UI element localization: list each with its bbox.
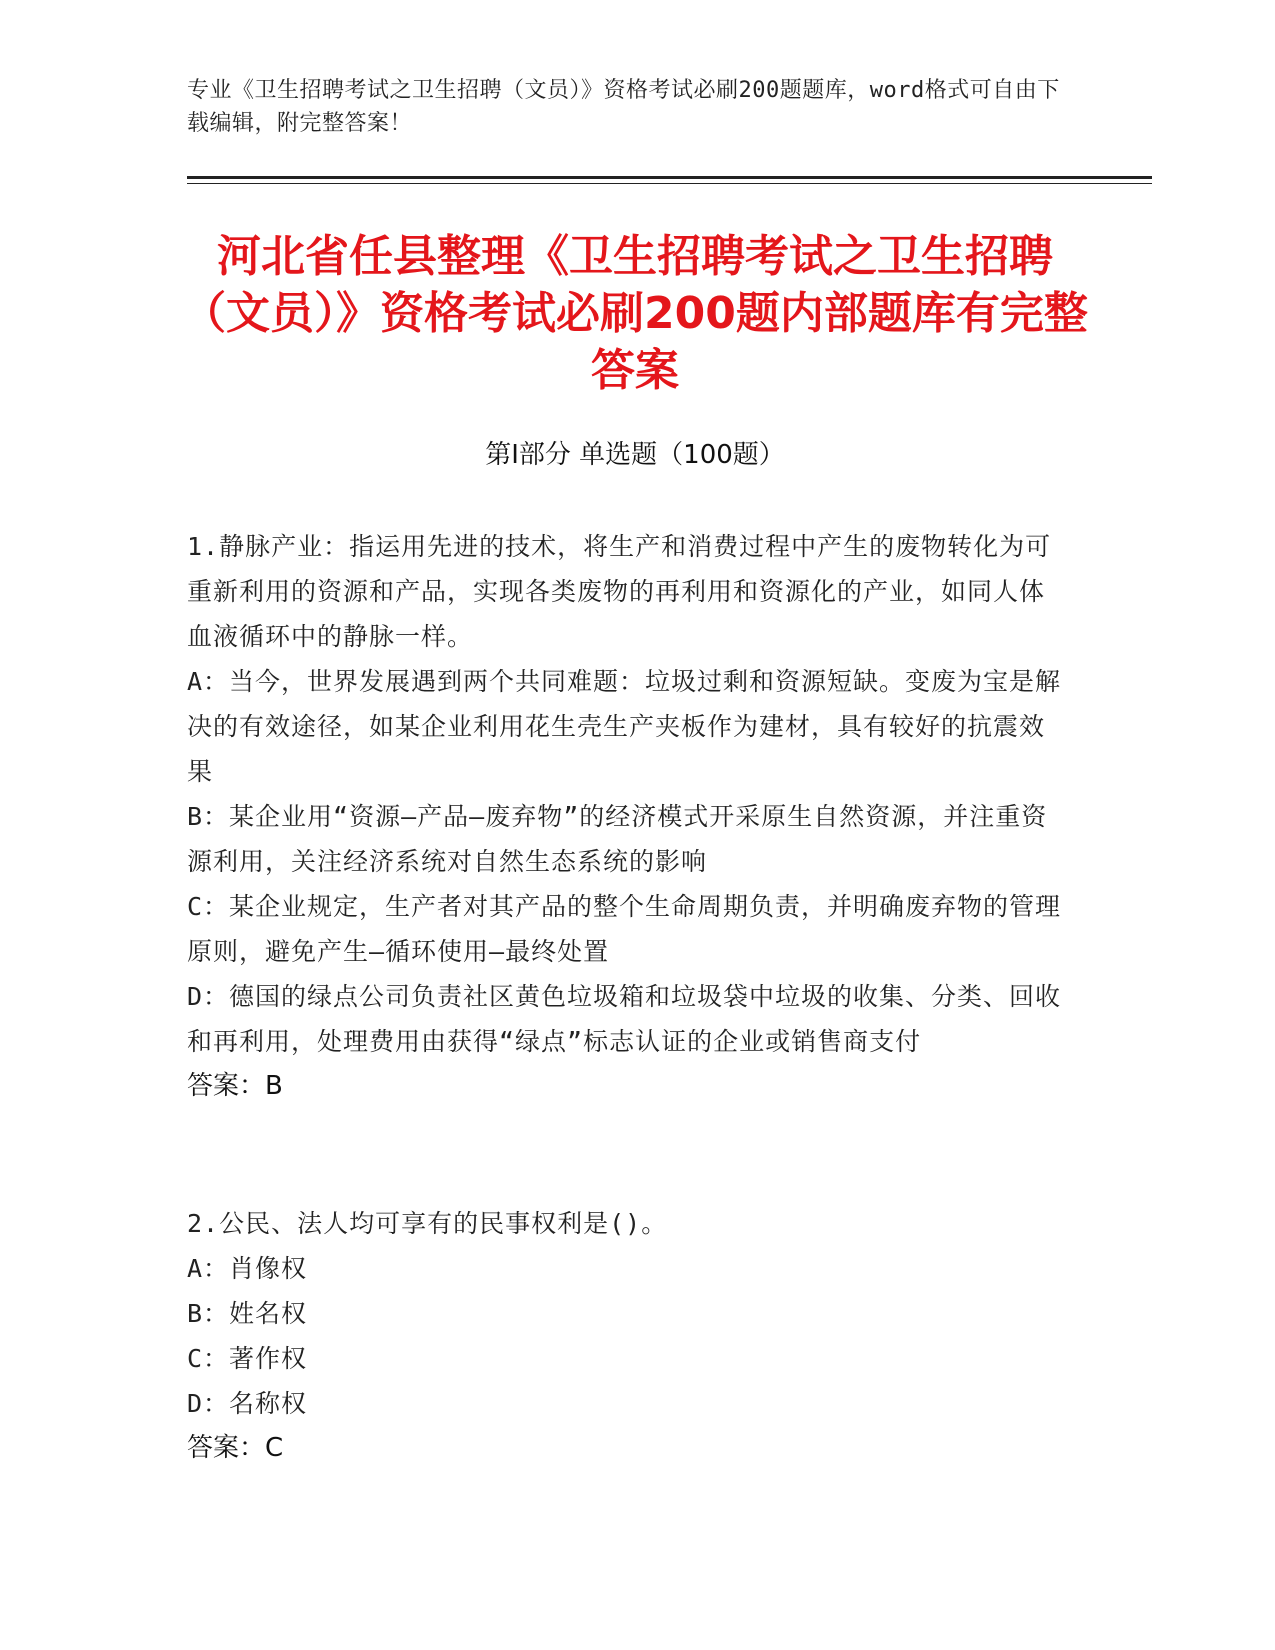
option-d: D：名称权 bbox=[187, 1389, 308, 1418]
question-block bbox=[187, 1201, 1067, 1471]
answer-line: 答案：B bbox=[187, 1071, 283, 1101]
option-c: C：著作权 bbox=[187, 1344, 308, 1373]
option-c: C：某企业规定，生产者对其产品的整个生命周期负责，并明确废弃物的管理原则，避免产生—循环使用—最终处置 bbox=[187, 892, 1062, 966]
option-a: A：当今，世界发展遇到两个共同难题：垃圾过剩和资源短缺。变废为宝是解决的有效途径，如某企业利用花生壳生产夹板作为建材，具有较好的抗震效果 bbox=[187, 667, 1062, 786]
document-title: 河北省任县整理《卫生招聘考试之卫生招聘（文员）》资格考试必刷200题内部题库有完整答案 bbox=[182, 231, 1088, 396]
option-d: D：德国的绿点公司负责社区黄色垃圾箱和垃圾袋中垃圾的收集、分类、回收和再利用，处理费用由获得“绿点”标志认证的企业或销售商支付 bbox=[187, 982, 1062, 1056]
header-note: 专业《卫生招聘考试之卫生招聘（文员）》资格考试必刷200题题库，word格式可自由下载编辑，附完整答案！ bbox=[187, 78, 1060, 136]
answer-line: 答案：C bbox=[187, 1433, 284, 1463]
header-rule-thick bbox=[187, 176, 1152, 179]
option-b: B：某企业用“资源—产品—废弃物”的经济模式开采原生自然资源，并注重资源利用，关注经济系统对自然生态系统的影响 bbox=[187, 802, 1048, 876]
header-rule-thin bbox=[187, 183, 1152, 184]
section-heading: 第I部分 单选题（100题） bbox=[485, 440, 785, 470]
question-block bbox=[187, 524, 1067, 1109]
question-stem: 2.公民、法人均可享有的民事权利是()。 bbox=[187, 1209, 668, 1238]
question-stem: 1.静脉产业：指运用先进的技术，将生产和消费过程中产生的废物转化为可重新利用的资源和产品，实现各类废物的再利用和资源化的产业，如同人体血液循环中的静脉一样。 bbox=[187, 532, 1052, 651]
option-a: A：肖像权 bbox=[187, 1254, 308, 1283]
option-b: B：姓名权 bbox=[187, 1299, 308, 1328]
